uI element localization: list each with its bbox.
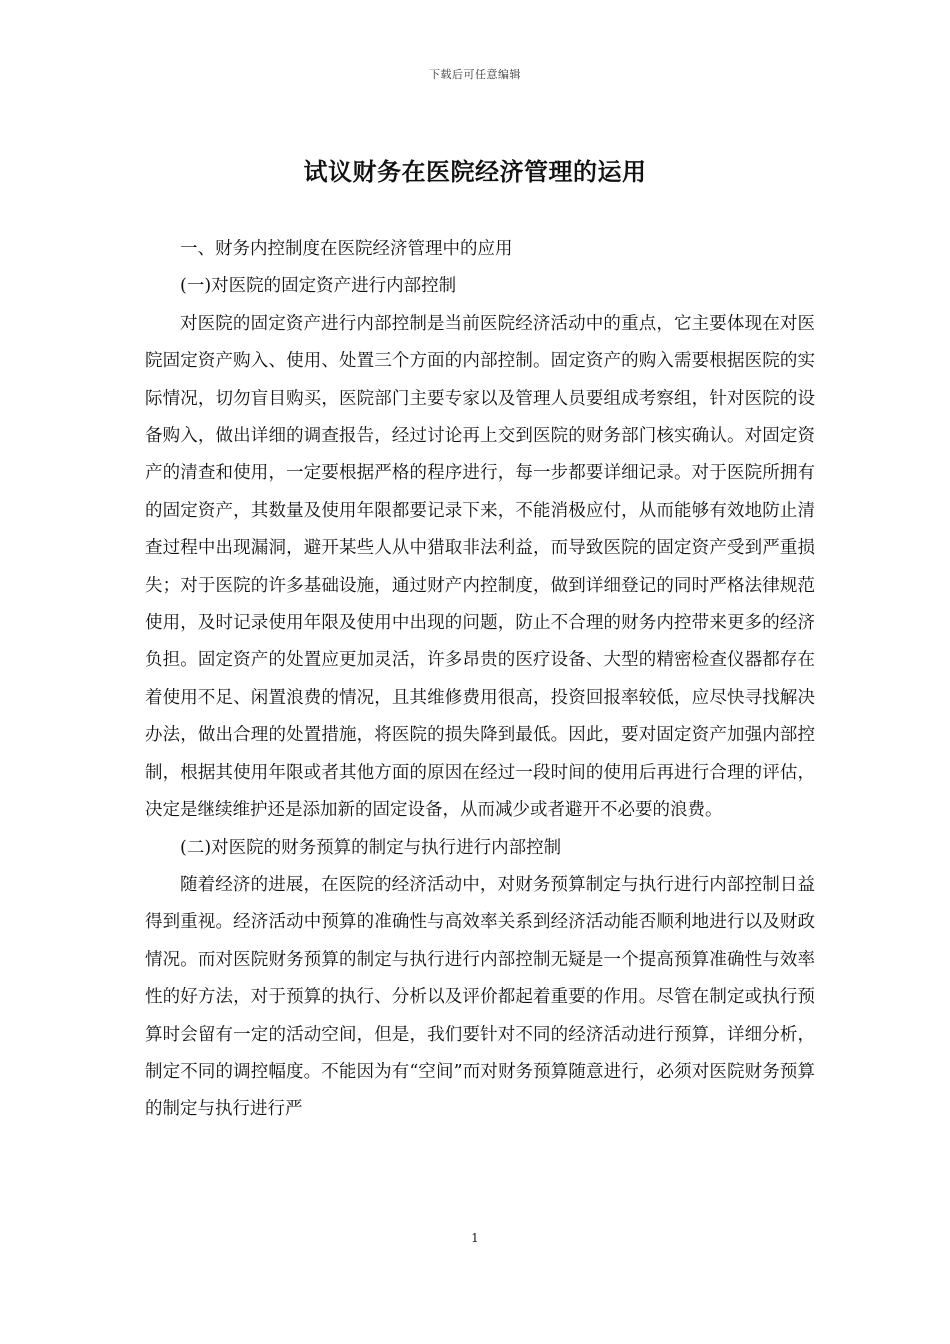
- document-title: 试议财务在医院经济管理的运用: [303, 158, 647, 186]
- body-paragraph: 对医院的固定资产进行内部控制是当前医院经济活动中的重点，它主要体现在对医院固定资产购入、使用、处置三个方面的内部控制。固定资产的购入需要根据医院的实际情况，切勿盲目购买，医院部门主要专家以及管理人员要组成考察组，针对医院的设备购入，做出详细的调查报告，经过讨论再上交到医院的财务部门核实确认。对固定资产的清查和使用，一定要根据严格的程序进行，每一步都要详细记录。对于医院所拥有的固定资产，其数量及使用年限都要记录下来，不能消极应付，从而能够有效地防止清查过程中出现漏洞，避开某些人从中猎取非法利益，而导致医院的固定资产受到严重损失；对于医院的许多基础设施，通过财产内控制度，做到详细登记的同时严格法律规范使用，及时记录使用年限及使用中出现的问题，防止不合理的财务内控带来更多的经济负担。固定资产的处置应更加灵活，许多昂贵的医疗设备、大型的精密检查仪器都存在着使用不足、闲置浪费的情况，且其维修费用很高，投资回报率较低，应尽快寻找解决办法，做出合理的处置措施，将医院的损失降到最低。因此，要对固定资产加强内部控制，根据其使用年限或者其他方面的原因在经过一段时间的使用后再进行合理的评估，决定是继续维护还是添加新的固定设备，从而减少或者避开不必要的浪费。: [145, 313, 815, 821]
- section-heading: 一、财务内控制度在医院经济管理中的应用: [180, 239, 513, 259]
- page-header: 下载后可任意编辑: [429, 68, 521, 81]
- page-number: 1: [471, 1231, 479, 1245]
- subsection-heading: (一)对医院的固定资产进行内部控制: [180, 276, 457, 297]
- document-body: [145, 231, 815, 1129]
- body-paragraph: 随着经济的进展，在医院的经济活动中，对财务预算制定与执行进行内部控制日益得到重视。经济活动中预算的准确性与高效率关系到经济活动能否顺利地进行以及财政情况。而对医院财务预算的制定与执行进行内部控制无疑是一个提高预算准确性与效率性的好方法，对于预算的执行、分析以及评价都起着重要的作用。尽管在制定或执行预算时会留有一定的活动空间，但是，我们要针对不同的经济活动进行预算，详细分析，制定不同的调控幅度。不能因为有“空间”而对财务预算随意进行，必须对医院财务预算的制定与执行进行严: [145, 874, 815, 1120]
- subsection-heading: (二)对医院的财务预算的制定与执行进行内部控制: [180, 837, 562, 858]
